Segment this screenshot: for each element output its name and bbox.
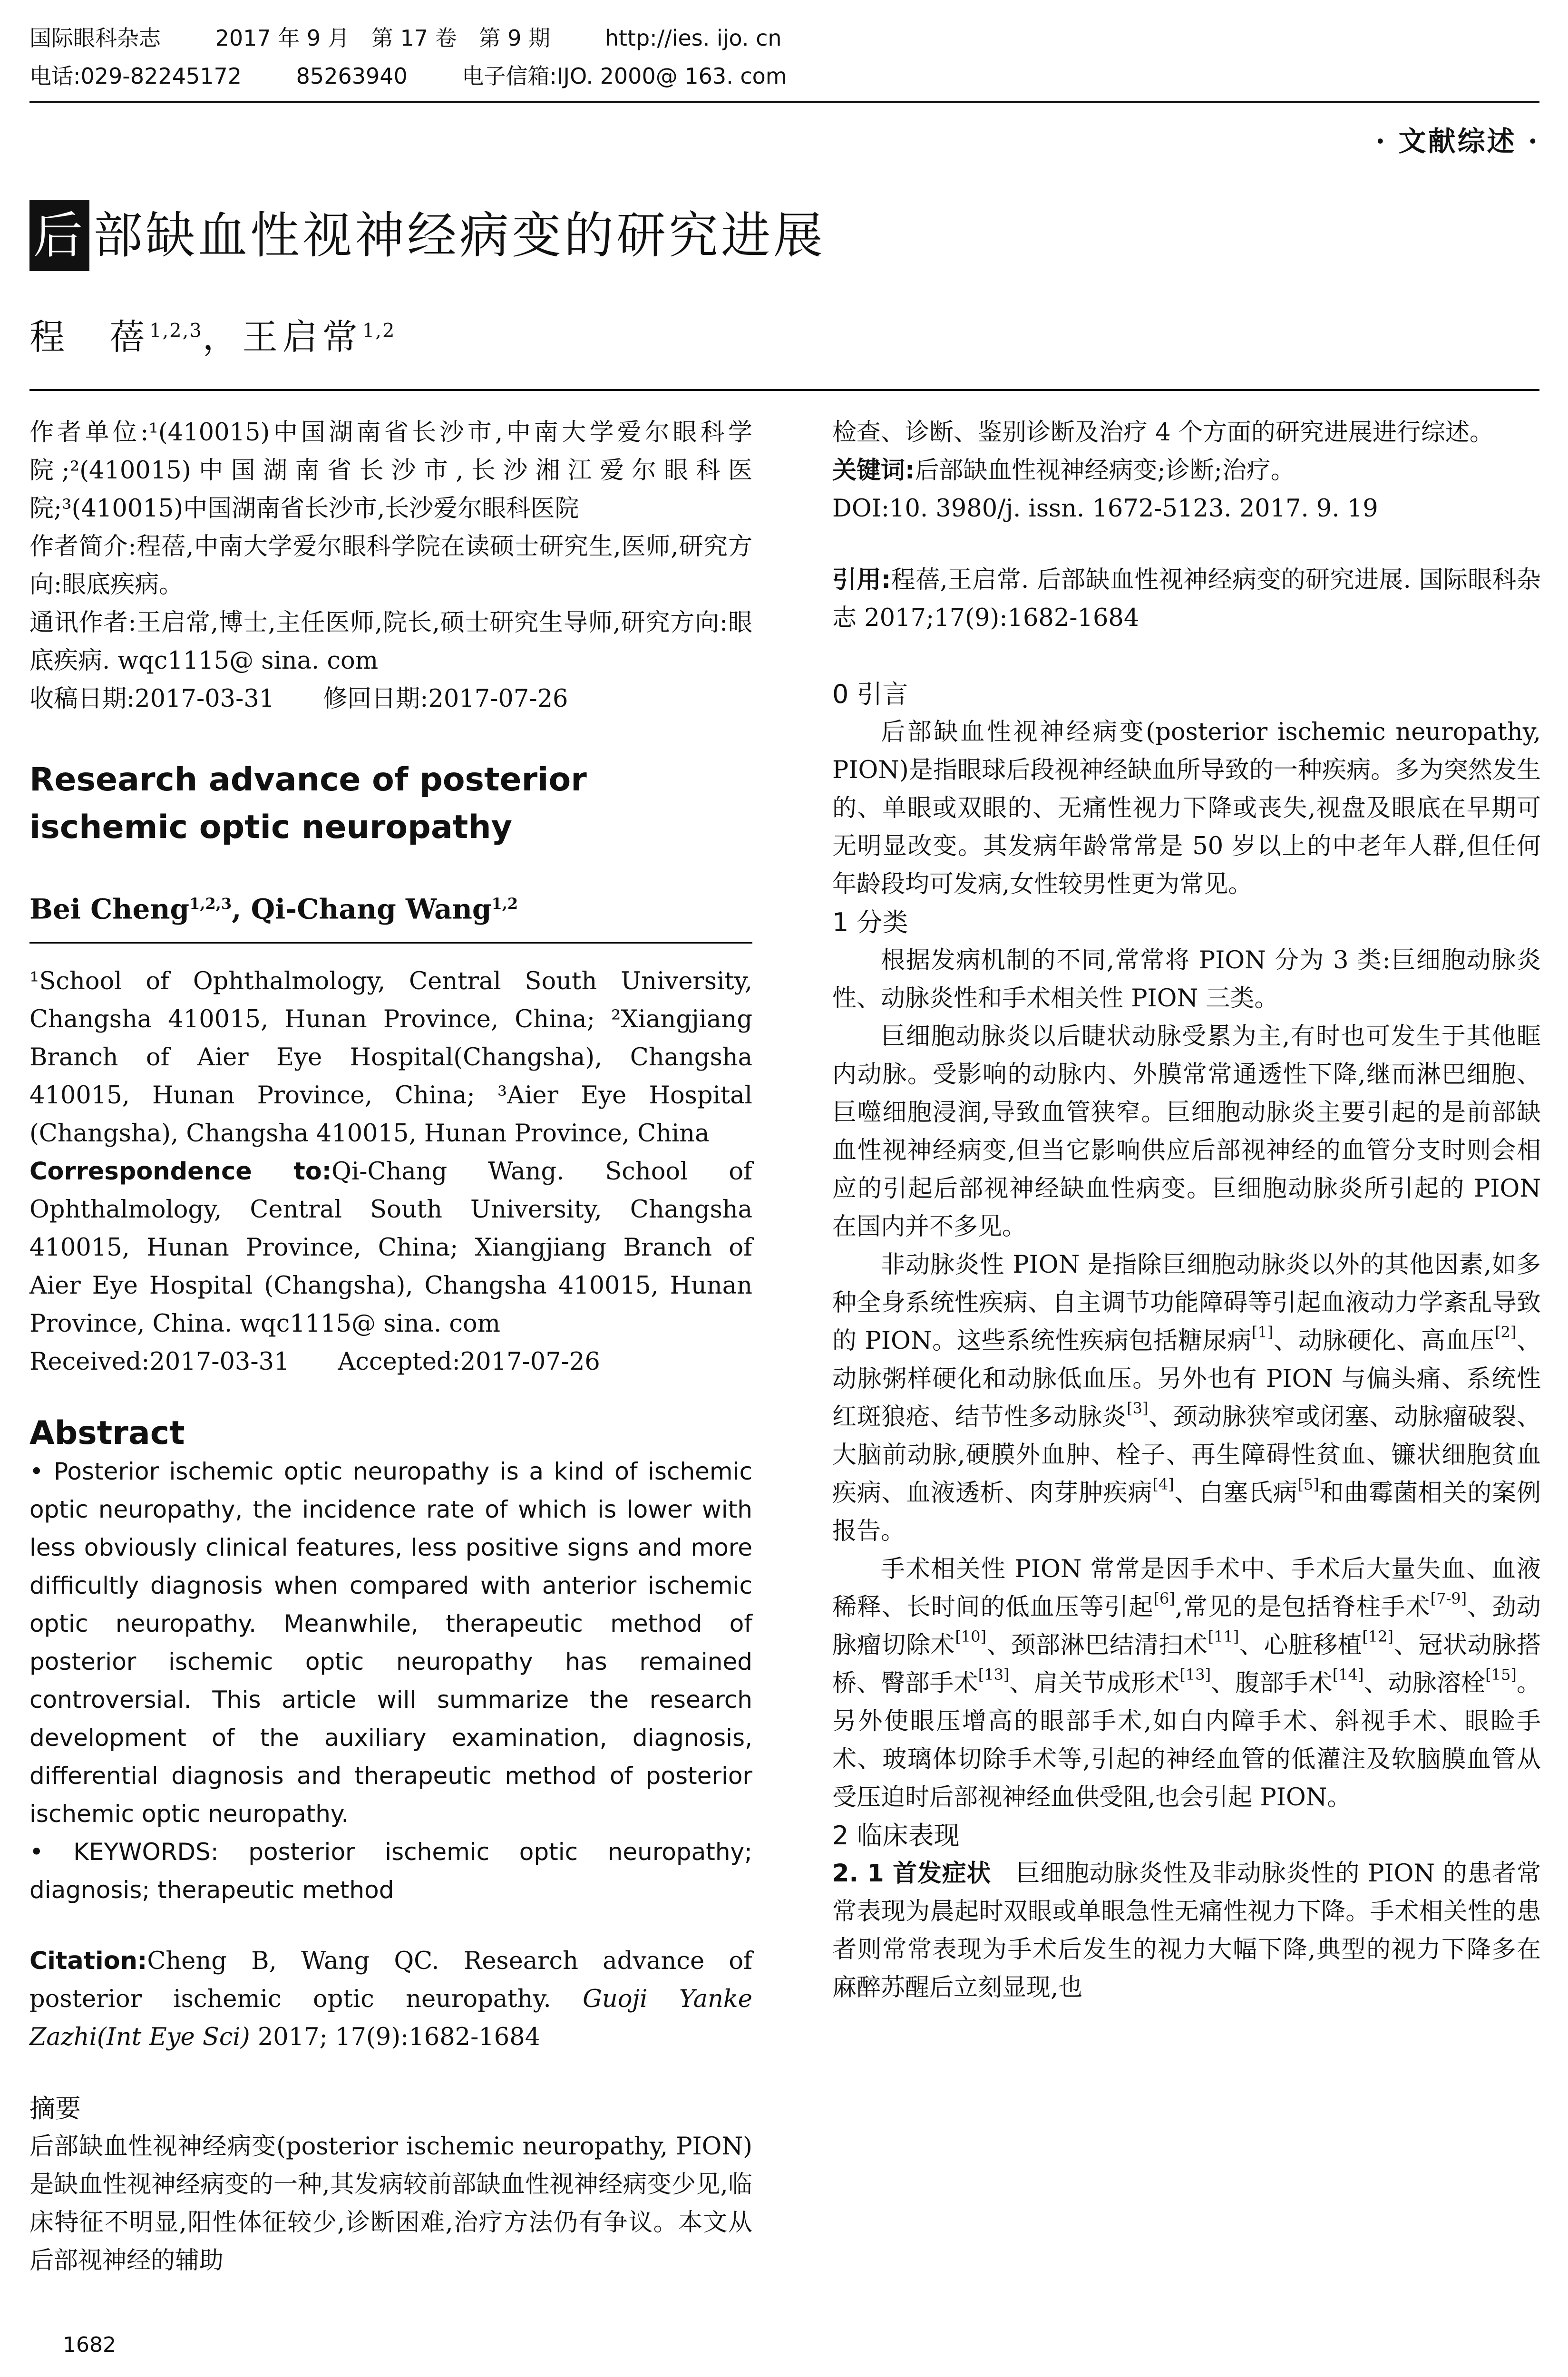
author-affil-sup: 1,2,3 bbox=[149, 320, 203, 342]
cn-keywords-label: 关键词: bbox=[832, 457, 915, 485]
issue-info: 2017 年 9 月 第 17 卷 第 9 期 bbox=[215, 25, 551, 51]
body-text: 、动脉粥样硬化和动脉低血压。另外也有 PION 与偏头痛、系统性红斑狼疮、结节性多动脉炎 bbox=[832, 1327, 1541, 1431]
en-author-name: Qi-Chang Wang bbox=[251, 893, 492, 925]
left-column bbox=[29, 414, 752, 2280]
cn-citation bbox=[832, 561, 1541, 637]
section-heading: 0 引言 bbox=[832, 679, 908, 709]
reference-marker: [12] bbox=[1362, 1627, 1393, 1646]
phone: 电话:029-82245172 bbox=[29, 63, 242, 89]
author-separator: ， bbox=[202, 317, 243, 358]
body-text: 巨细胞动脉炎性及非动脉炎性的 PION 的患者常常表现为晨起时双眼或单眼急性无痛性视力下降。手术相关性的患者则常常表现为手术后发生的视力大幅下降,典型的视力下降多在麻醉苏醒后立刻显现,也 bbox=[832, 1860, 1541, 2002]
en-author-sup: 1,2 bbox=[491, 895, 518, 913]
en-affiliations: ¹School of Ophthalmology, Central South University, Changsha 410015, Hunan Province, China; ²Xiangjiang Branch of Aier Eye Hospital(Changsha), Changsha 410015, Hunan Province, China; ³Aier Eye Hospital (Changsha), Changsha 410015, Hunan Province, China bbox=[29, 967, 752, 1148]
body-paragraph bbox=[832, 1855, 1541, 2007]
citation-text: Cheng B, Wang QC. Research advance of posterior ischemic optic neuropathy. bbox=[29, 1947, 752, 2014]
citation-label: Citation: bbox=[29, 1947, 147, 1976]
reference-marker: [4] bbox=[1152, 1475, 1174, 1493]
doi: DOI:10. 3980/j. issn. 1672-5123. 2017. 9. 19 bbox=[832, 495, 1378, 523]
reference-marker: [6] bbox=[1153, 1589, 1175, 1607]
title-text: 部缺血性视神经病变的研究进展 bbox=[93, 206, 826, 264]
header-rule bbox=[29, 101, 1539, 103]
title-rule bbox=[29, 389, 1539, 391]
reference-marker: [3] bbox=[1127, 1399, 1149, 1417]
author-name: 程 蓓 bbox=[29, 317, 149, 358]
body-text: 、心脏移植 bbox=[1239, 1631, 1363, 1659]
cn-author-bio: 作者简介:程蓓,中南大学爱尔眼科学院在读硕士研究生,医师,研究方向:眼底疾病。 bbox=[29, 533, 752, 599]
cn-abstract-text: 后部缺血性视神经病变(posterior ischemic neuropathy, PION)是缺血性视神经病变的一种,其发病较前部缺血性视神经病变少见,临床特征不明显,阳性体征较少,诊断困难,治疗方法仍有争议。本文从后部视神经的辅助 bbox=[29, 2133, 752, 2275]
cn-citation-text: 程蓓,王启常. 后部缺血性视神经病变的研究进展. 国际眼科杂志 2017;17(9):1682-1684 bbox=[832, 566, 1541, 632]
reference-marker: [5] bbox=[1297, 1475, 1319, 1493]
en-dates: Received:2017-03-31 Accepted:2017-07-26 bbox=[29, 1348, 600, 1376]
subsection-heading: 2. 1 首发症状 bbox=[832, 1860, 991, 1888]
email: 电子信箱:IJO. 2000@ 163. com bbox=[462, 63, 787, 89]
journal-name: 国际眼科杂志 bbox=[29, 25, 161, 51]
cn-affiliation: 作者单位:¹(410015)中国湖南省长沙市,中南大学爱尔眼科学院;²(410015)中国湖南省长沙市,长沙湘江爱尔眼科医院;³(410015)中国湖南省长沙市,长沙爱尔眼科医院 bbox=[29, 419, 752, 523]
en-author-separator: , bbox=[232, 893, 251, 925]
article-title bbox=[29, 200, 826, 271]
abstract-heading: Abstract bbox=[29, 1414, 185, 1452]
section-tag: · 文献综述 · bbox=[1375, 125, 1539, 157]
body-text: 、白塞氏病 bbox=[1174, 1479, 1298, 1507]
reference-marker: [13] bbox=[1179, 1666, 1211, 1684]
en-correspondence bbox=[29, 1153, 752, 1343]
body-paragraph: 巨细胞动脉炎以后睫状动脉受累为主,有时也可发生于其他眶内动脉。受影响的动脉内、外膜常常通透性下降,继而淋巴细胞、巨噬细胞浸润,导致血管狭窄。巨细胞动脉炎主要引起的是前部缺血性视神经病变,但当它影响供应后部视神经的血管分支时则会相应的引起后部视神经缺血性病变。巨细胞动脉炎所引起的 PION 在国内并不多见。 bbox=[832, 1023, 1541, 1241]
reference-marker: [10] bbox=[955, 1627, 986, 1646]
citation-journal: Guoji Yanke Zazhi(Int Eye Sci) bbox=[29, 1985, 752, 2052]
body-text: 、颈动脉狭窄或闭塞、动脉瘤破裂、大脑前动脉,硬膜外血肿、栓子、再生障碍性贫血、镰状细胞贫血疾病、血液透析、肉芽肿疾病 bbox=[832, 1403, 1541, 1507]
cn-corresponding: 通讯作者:王启常,博士,主任医师,院长,硕士研究生导师,研究方向:眼底疾病. wqc1115@ sina. com bbox=[29, 609, 752, 675]
cn-dates: 收稿日期:2017-03-31 修回日期:2017-07-26 bbox=[29, 685, 568, 713]
correspondence-text: Qi-Chang Wang. School of Ophthalmology, Central South University, Changsha 410015, Hunan Province, China; Xiangjiang Branch of Aier Eye Hospital (Changsha), Changsha 410015, Hunan Province, China. wqc1115@ sina. com bbox=[29, 1158, 752, 1338]
body-text: 、冠状动脉搭桥、臀部手术 bbox=[832, 1631, 1541, 1697]
body-text: 、腹部手术 bbox=[1211, 1669, 1333, 1697]
body-text: 、劲动脉瘤切除术 bbox=[832, 1593, 1541, 1659]
body-paragraph: 后部缺血性视神经病变(posterior ischemic neuropathy, PION)是指眼球后段视神经缺血所导致的一种疾病。多为突然发生的、单眼或双眼的、无痛性视力下降或丧失,视盘及眼底在早期可无明显改变。其发病年龄常常是 50 岁以上的中老年人群,但任何年龄段均可发病,女性较男性更为常见。 bbox=[832, 718, 1541, 898]
cn-keywords-text: 后部缺血性视神经病变;诊断;治疗。 bbox=[915, 457, 1295, 485]
body-paragraph bbox=[832, 1246, 1541, 1550]
en-authors-rule bbox=[29, 942, 752, 944]
body-text: 和曲霉菌相关的案例报告。 bbox=[832, 1479, 1541, 1545]
reference-marker: [2] bbox=[1494, 1323, 1517, 1341]
correspondence-label: Correspondence to: bbox=[29, 1158, 332, 1186]
reference-marker: [14] bbox=[1332, 1666, 1364, 1684]
body-text: 。另外使眼压增高的眼部手术,如白内障手术、斜视手术、眼睑手术、玻璃体切除手术等,引起的神经血管的低灌注及软脑膜血管从受压迫时后部视神经血供受阻,也会引起 PION。 bbox=[832, 1669, 1541, 1812]
en-authors bbox=[29, 885, 752, 928]
reference-marker: [15] bbox=[1485, 1666, 1517, 1684]
body-text: ,常见的是包括脊柱手术 bbox=[1175, 1593, 1431, 1621]
cn-citation-label: 引用: bbox=[832, 566, 891, 594]
cn-abstract-text-cont: 检查、诊断、鉴别诊断及治疗 4 个方面的研究进展进行综述。 bbox=[832, 419, 1494, 447]
reference-marker: [1] bbox=[1251, 1323, 1274, 1341]
section-heading: 2 临床表现 bbox=[832, 1821, 960, 1851]
author-affil-sup: 1,2 bbox=[362, 320, 396, 342]
body-text: 手术相关性 PION 常常是因手术中、手术后大量失血、血液稀释、长时间的低血压等引起 bbox=[832, 1555, 1541, 1621]
body-paragraph: 根据发病机制的不同,常常将 PION 分为 3 类:巨细胞动脉炎性、动脉炎性和手术相关性 PION 三类。 bbox=[832, 946, 1541, 1013]
cn-abstract-heading: 摘要 bbox=[29, 2094, 81, 2124]
abstract-keywords: • KEYWORDS: posterior ischemic optic neuropathy; diagnosis; therapeutic method bbox=[29, 1838, 752, 1904]
fax: 85263940 bbox=[296, 63, 408, 89]
body-text: 、颈部淋巴结清扫术 bbox=[986, 1631, 1208, 1659]
citation-end: 2017; 17(9):1682-1684 bbox=[257, 2023, 541, 2052]
running-header bbox=[29, 19, 1539, 95]
en-author-name: Bei Cheng bbox=[29, 893, 190, 925]
right-column bbox=[832, 414, 1541, 2007]
reference-marker: [11] bbox=[1208, 1627, 1239, 1646]
abstract-text: • Posterior ischemic optic neuropathy is a kind of ischemic optic neuropathy, the incidence rate of which is lower with less obviously clinical features, less positive signs and more difficultly diagnosis when compared with anterior ischemic optic neuropathy. Meanwhile, therapeutic method of posterior ischemic optic neuropathy has remained controversial. This article will summarize the research development of the auxiliary examination, diagnosis, differential diagnosis and therapeutic method of posterior ischemic optic neuropathy. bbox=[29, 1458, 752, 1828]
body-text: 非动脉炎性 PION 是指除巨细胞动脉炎以外的其他因素,如多种全身系统性疾病、自主调节功能障碍等引起血液动力学紊乱导致的 PION。这些系统性疾病包括糖尿病 bbox=[832, 1251, 1541, 1355]
body-text: 、肩关节成形术 bbox=[1009, 1669, 1180, 1697]
en-citation bbox=[29, 1942, 752, 2056]
reference-marker: [13] bbox=[978, 1666, 1010, 1684]
section-heading: 1 分类 bbox=[832, 907, 908, 937]
body-paragraph bbox=[832, 1550, 1541, 1817]
en-author-sup: 1,2,3 bbox=[189, 895, 232, 913]
body-text: 、动脉硬化、高血压 bbox=[1273, 1327, 1495, 1355]
title-dropcap: 后 bbox=[29, 200, 89, 271]
reference-marker: [7-9] bbox=[1430, 1589, 1467, 1607]
author-name: 王启常 bbox=[242, 317, 362, 358]
cn-keywords bbox=[832, 452, 1541, 490]
author-list bbox=[29, 309, 395, 360]
body-text: 、动脉溶栓 bbox=[1363, 1669, 1486, 1697]
page-number: 1682 bbox=[63, 2333, 116, 2357]
en-title: Research advance of posterior ischemic optic neuropathy bbox=[29, 761, 587, 846]
journal-url: http://ies. ijo. cn bbox=[604, 25, 782, 51]
